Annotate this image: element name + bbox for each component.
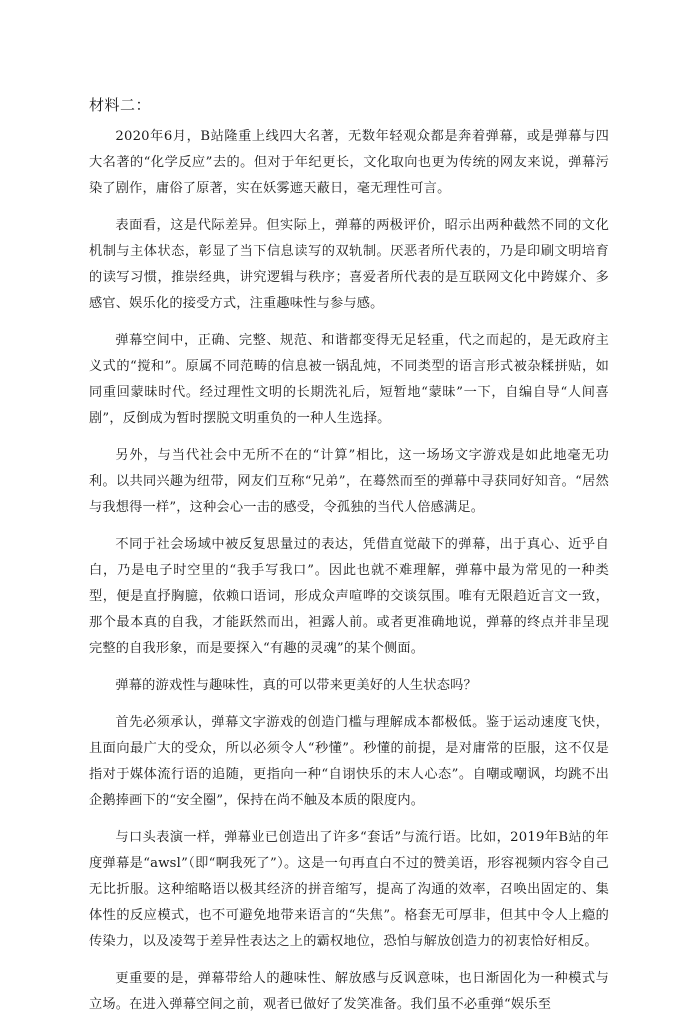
paragraph-6: 弹幕的游戏性与趣味性，真的可以带来更美好的人生状态吗？ bbox=[115, 678, 477, 693]
paragraph-2: 表面看，这是代际差异。但实际上，弹幕的两极评价，昭示出两种截然不同的文化机制与主体状态，彰显了当下信息读写的双轨制。厌恶者所代表的，乃是印刷文明培育的读写习惯，推崇经典，讲究逻辑与秩序；喜爱者所代表的是互联网文化中跨媒介、多感官、娱乐化的接受方式，注重趣味性与参与感。 bbox=[89, 218, 609, 311]
paragraph-9: 更重要的是，弹幕带给人的趣味性、解放感与反讽意味，也日渐固化为一种模式与立场。在进入弹幕空间之前，观者已做好了发笑准备。我们虽不必重弹“娱乐至 bbox=[89, 971, 609, 1012]
paragraph-4: 另外，与当代社会中无所不在的“计算”相比，这一场场文字游戏是如此地毫无功利。以共同兴趣为纽带，网友们互称“兄弟”，在蓦然而至的弹幕中寻获同好知音。“居然与我想得一样”，这种会心一击的感受，令孤独的当代人倍感满足。 bbox=[89, 448, 609, 515]
article-body bbox=[89, 124, 609, 1029]
paragraph-3: 弹幕空间中，正确、完整、规范、和谐都变得无足轻重，代之而起的，是无政府主义式的“搅和”。原属不同范畴的信息被一锅乱炖，不同类型的语言形式被杂糅拼贴，如同重回蒙昧时代。经过理性文明的长期洗礼后，短暂地“蒙昧”一下，自编自导“人间喜剧”，反倒成为暂时摆脱文明重负的一种人生选择。 bbox=[89, 333, 609, 426]
paragraph-1: 2020年6月，B站隆重上线四大名著，无数年轻观众都是奔着弹幕，或是弹幕与四大名著的“化学反应”去的。但对于年纪更长，文化取向也更为传统的网友来说，弹幕污染了剧作，庸俗了原著，实在妖雾遮天蔽日，毫无理性可言。 bbox=[89, 129, 609, 196]
section-title: 材料二： bbox=[89, 96, 152, 114]
paragraph-8: 与口头表演一样，弹幕业已创造出了许多“套话”与流行语。比如，2019年B站的年度弹幕是“awsl”（即“啊我死了”）。这是一句再直白不过的赞美语，形容视频内容令自己无比折服。这种缩略语以极其经济的拼音缩写，提高了沟通的效率，召唤出固定的、集体性的反应模式，也不可避免地带来语言的“失焦”。格套无可厚非，但其中令人上瘾的传染力，以及凌驾于差异性表达之上的霸权地位，恐怕与解放创造力的初衷恰好相反。 bbox=[89, 830, 609, 949]
paragraph-7: 首先必须承认，弹幕文字游戏的创造门槛与理解成本都极低。鉴于运动速度飞快，且面向最广大的受众，所以必须令人“秒懂”。秒懂的前提，是对庸常的臣服，这不仅是指对于媒体流行语的追随，更指向一种“自诩快乐的末人心态”。自嘲或嘲讽，均跳不出企鹅捧画下的“安全圈”，保持在尚不触及本质的限度内。 bbox=[89, 715, 609, 808]
paragraph-5: 不同于社会场域中被反复思量过的表达，凭借直觉敲下的弹幕，出于真心、近乎自白，乃是电子时空里的“我手写我口”。因此也就不难理解，弹幕中最为常见的一种类型，便是直抒胸臆，依赖口语词，形成众声喧哗的交谈氛围。唯有无限趋近言文一致，那个最本真的自我，才能跃然而出，袒露人前。或者更准确地说，弹幕的终点并非呈现完整的自我形象，而是要探入“有趣的灵魂”的某个侧面。 bbox=[89, 537, 609, 656]
